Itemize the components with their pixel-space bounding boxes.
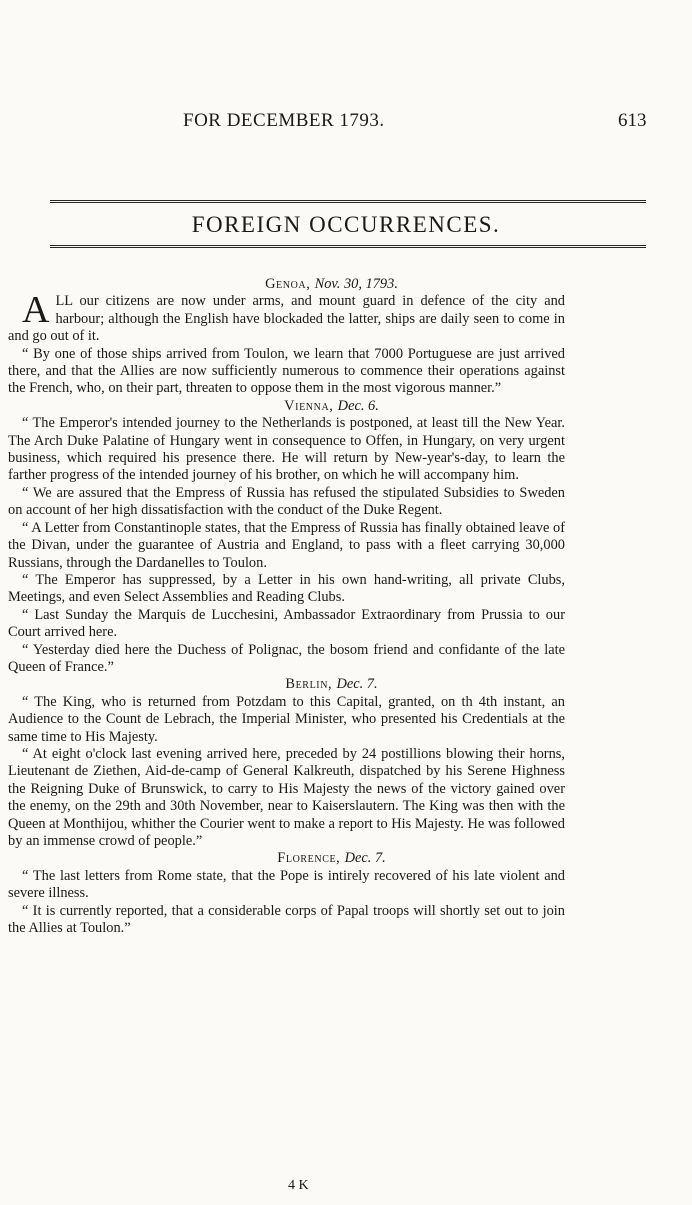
drop-cap: A bbox=[22, 289, 50, 332]
dateline-vienna bbox=[98, 398, 565, 415]
paragraph: “ Yesterday died here the Duchess of Polignac, the bosom friend and confidante of the late Queen of France.” bbox=[8, 641, 565, 675]
dateline-date: Dec. 6. bbox=[337, 397, 379, 414]
dateline-genoa bbox=[98, 276, 565, 293]
running-title: FOR DECEMBER 1793. bbox=[183, 110, 385, 131]
dateline-place: Florence, bbox=[277, 850, 341, 867]
dateline-place: Vienna, bbox=[284, 397, 334, 414]
paragraph: “ Last Sunday the Marquis de Lucchesini, Ambassador Extraordinary from Prussia to our Court arrived here. bbox=[8, 606, 565, 641]
top-double-rule bbox=[50, 200, 646, 203]
running-head bbox=[0, 110, 692, 134]
paragraph: “ At eight o'clock last evening arrived here, preceded by 24 postillions blowing their horns, Lieutenant de Ziethen, Aid-de-camp of General Kalkreuth, dispatched by his Serene Highness the Reigning Duke of Brunswick, to carry to His Majesty the news of the victory gained over the enemy, on the 29th and 30th November, near to Kaiserslautern. The King was then with the Queen at Monthijou, whither the Courier went to make a report to His Majesty. He was followed by an immense crowd of people.” bbox=[8, 745, 565, 849]
paragraph: “ The Emperor has suppressed, by a Letter in his own hand-writing, all private Clubs, Meetings, and even Select Assemblies and Reading Clubs. bbox=[8, 571, 565, 606]
paragraph: “ A Letter from Constantinople states, that the Empress of Russia has finally obtained leave of the Divan, under the guarantee of Austria and England, to pass with a fleet carrying 30,000 Russians, through the Dardanelles to Toulon. bbox=[8, 519, 565, 571]
paragraph-text: LL our citizens are now under arms, and mount guard in defence of the city and harbour; although the English have blockaded the latter, ships are daily seen to come in and go out of it. bbox=[8, 293, 565, 345]
article-body bbox=[8, 276, 565, 937]
page-number: 613 bbox=[618, 110, 647, 131]
paragraph: “ The Emperor's intended journey to the Netherlands is postponed, at least till the New Year. The Arch Duke Palatine of Hungary went in consequence to Offen, in Hungary, on very urgent business, which required his presence there. He will return by New-year's-day, to learn the farther progress of the intended journey of his brother, on which he will accompany him. bbox=[8, 415, 565, 484]
dateline-date: Dec. 7. bbox=[344, 850, 386, 867]
dateline-berlin bbox=[98, 676, 565, 693]
bottom-double-rule bbox=[50, 245, 646, 248]
dateline-date: Dec. 7. bbox=[336, 676, 378, 693]
dateline-date: Nov. 30, 1793. bbox=[314, 276, 398, 292]
dateline-florence bbox=[98, 850, 565, 867]
dateline-place: Berlin, bbox=[285, 676, 333, 693]
paragraph bbox=[8, 289, 565, 345]
section-title: FOREIGN OCCURRENCES. bbox=[191, 212, 501, 237]
signature-mark: 4 K bbox=[288, 1178, 309, 1193]
paragraph: “ The last letters from Rome state, that the Pope is intirely recovered of his late violent and severe illness. bbox=[8, 867, 565, 902]
paragraph: “ We are assured that the Empress of Russia has refused the stipulated Subsidies to Sweden on account of her high dissatisfaction with the conduct of the Duke Regent. bbox=[8, 484, 565, 519]
paragraph: “ It is currently reported, that a considerable corps of Papal troops will shortly set out to join the Allies at Toulon.” bbox=[8, 902, 565, 937]
dateline-place: Genoa, bbox=[265, 276, 311, 292]
paragraph: “ By one of those ships arrived from Toulon, we learn that 7000 Portuguese are just arrived there, and that the Allies are now sufficiently numerous to commence their operations against the French, who, on their part, threaten to oppose them in the most vigorous manner.” bbox=[8, 345, 565, 397]
paragraph: “ The King, who is returned from Potzdam to this Capital, granted, on th 4th instant, an Audience to the Count de Lebrach, the Imperial Minister, who presented his Credentials at the same time to His Majesty. bbox=[8, 693, 565, 745]
